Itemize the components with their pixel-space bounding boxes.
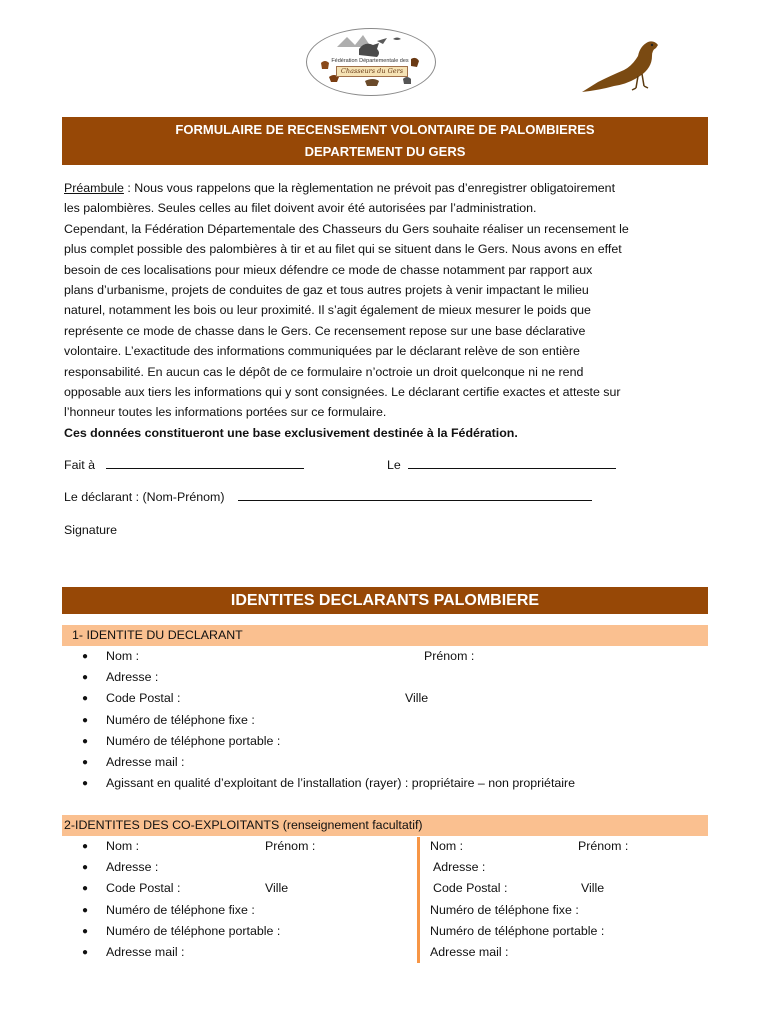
- declarant-header: [62, 625, 708, 646]
- declarant-header-text: 1- IDENTITE DU DECLARANT: [72, 628, 243, 642]
- form-title-bar: [62, 117, 708, 165]
- signature-label[interactable]: Signature: [64, 523, 118, 537]
- declarant-mail[interactable]: Adresse mail :: [106, 755, 185, 769]
- declarant-name-input-line[interactable]: [238, 489, 592, 501]
- logo-text: Fédération Départementale des: [331, 58, 409, 64]
- section-title-bar: IDENTITES DECLARANTS PALOMBIERE: [62, 587, 708, 614]
- fait-a-field: [64, 457, 304, 472]
- preamble-line: Cependant, la Fédération Départementale des Chasseurs du Gers souhaite réaliser un recensement le: [64, 221, 629, 236]
- coexp-right-nom[interactable]: Nom :: [430, 839, 464, 853]
- coexp-right-adresse[interactable]: Adresse :: [433, 860, 486, 874]
- preamble-line: responsabilité. En aucun cas le dépôt de ce formulaire n’octroie un droit quelconque ni ne rend: [64, 364, 584, 379]
- preamble-line: opposable aux tiers les informations qui y sont consignées. Le déclarant certifie exactes et atteste sur: [64, 385, 621, 400]
- fait-a-input-line[interactable]: [106, 457, 304, 469]
- declarant-ville[interactable]: Ville: [405, 691, 429, 705]
- coexp-right-tel-portable[interactable]: Numéro de téléphone portable :: [430, 924, 605, 938]
- coexp-left-adresse[interactable]: Adresse :: [106, 860, 159, 874]
- form-title-line2: DEPARTEMENT DU GERS: [304, 144, 466, 159]
- pigeon-icon: [580, 32, 662, 98]
- coexp-right-mail[interactable]: Adresse mail :: [430, 945, 509, 959]
- preamble-line: représente ce mode de chasse dans le Gers. Ce recensement repose sur une base déclarative: [64, 323, 586, 338]
- declarant-tel-portable[interactable]: Numéro de téléphone portable :: [106, 734, 281, 748]
- coexploitants-header: [62, 815, 708, 836]
- preamble: [64, 178, 714, 443]
- declarant-code-postal[interactable]: Code Postal :: [106, 691, 181, 705]
- preamble-line: plans d’urbanisme, projets de conduites de gaz et tous autres projets à venir impactant le milieu: [64, 283, 589, 298]
- coexp-left-code-postal[interactable]: Code Postal :: [106, 881, 181, 895]
- declarant-qualite[interactable]: Agissant en qualité d’exploitant de l’installation (rayer) : propriétaire – non propriétaire: [106, 776, 576, 790]
- coexp-left-mail[interactable]: Adresse mail :: [106, 945, 185, 959]
- preamble-line: naturel, notamment les bois ou leur proximité. Il s’agit également de mieux mesurer le poids que: [64, 303, 591, 318]
- bullet-icon: ●: [82, 862, 89, 873]
- preamble-line: besoin de ces localisations pour mieux défendre ce mode de chasse notamment par rapport aux: [64, 262, 593, 277]
- bullet-icon: ●: [82, 693, 89, 704]
- declarant-nom[interactable]: Nom :: [106, 649, 140, 663]
- bullet-icon: ●: [82, 905, 89, 916]
- coexp-left-ville[interactable]: Ville: [265, 881, 289, 895]
- preamble-bold-line: Ces données constitueront une base exclusivement destinée à la Fédération.: [64, 425, 518, 440]
- preamble-line: plus complet possible des palombières à tir et au filet qui se situent dans le Gers. Nous avons en effet: [64, 242, 622, 257]
- bullet-icon: ●: [82, 715, 89, 726]
- coexp-right-tel-fixe[interactable]: Numéro de téléphone fixe :: [430, 903, 579, 917]
- declarant-name-field: [64, 489, 592, 504]
- coexp-left-nom[interactable]: Nom :: [106, 839, 140, 853]
- preamble-line: l’honneur toutes les informations portées sur ce formulaire.: [64, 405, 387, 420]
- preamble-line: les palombières. Seules celles au filet doivent avoir été autorisées par l’administration.: [64, 201, 537, 216]
- coexp-right-code-postal[interactable]: Code Postal :: [433, 881, 508, 895]
- logo-banner: Chasseurs du Gers: [336, 66, 408, 77]
- bullet-icon: ●: [82, 926, 89, 937]
- coexp-left-tel-portable[interactable]: Numéro de téléphone portable :: [106, 924, 281, 938]
- coexp-right-prenom[interactable]: Prénom :: [578, 839, 629, 853]
- bullet-icon: ●: [82, 778, 89, 789]
- date-input-line[interactable]: [408, 457, 616, 469]
- coexp-left-tel-fixe[interactable]: Numéro de téléphone fixe :: [106, 903, 255, 917]
- bullet-icon: ●: [82, 757, 89, 768]
- bullet-icon: ●: [82, 841, 89, 852]
- form-title-line1: FORMULAIRE DE RECENSEMENT VOLONTAIRE DE PALOMBIERES: [175, 122, 595, 137]
- coexp-left-prenom[interactable]: Prénom :: [265, 839, 316, 853]
- preamble-label: Préambule: [64, 181, 124, 195]
- preamble-line: volontaire. L’exactitude des informations communiquées par le déclarant relève de son entière: [64, 344, 580, 359]
- date-field: [387, 457, 616, 472]
- coexp-right-ville[interactable]: Ville: [581, 881, 605, 895]
- bullet-icon: ●: [82, 883, 89, 894]
- bullet-icon: ●: [82, 672, 89, 683]
- declarant-name-label: Le déclarant : (Nom-Prénom): [64, 490, 225, 504]
- fait-a-label: Fait à: [64, 458, 95, 472]
- date-label: Le: [387, 458, 401, 472]
- bullet-icon: ●: [82, 736, 89, 747]
- bullet-icon: ●: [82, 651, 89, 662]
- declarant-tel-fixe[interactable]: Numéro de téléphone fixe :: [106, 713, 255, 727]
- declarant-adresse[interactable]: Adresse :: [106, 670, 159, 684]
- coexploitants-header-text: 2-IDENTITES DES CO-EXPLOITANTS (renseignement facultatif): [64, 818, 423, 832]
- bullet-icon: ●: [82, 947, 89, 958]
- column-divider: [417, 837, 420, 963]
- declarant-prenom[interactable]: Prénom :: [424, 649, 475, 663]
- preamble-line: : Nous vous rappelons que la règlementation ne prévoit pas d’enregistrer obligatoirement: [123, 181, 616, 195]
